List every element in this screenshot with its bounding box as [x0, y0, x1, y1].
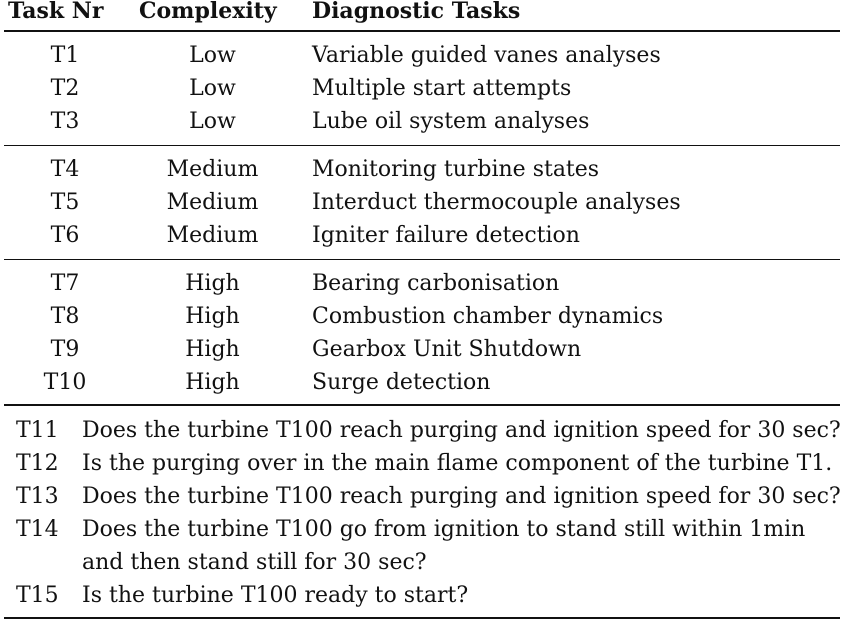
table-row — [0, 186, 856, 219]
question-text: Is the turbine T100 ready to start? — [82, 583, 469, 608]
question-text: Does the turbine T100 reach purging and ignition speed for 30 sec? — [82, 418, 841, 443]
question-id: T12 — [16, 451, 59, 476]
question-id: T14 — [16, 517, 59, 542]
task-id: T2 — [50, 76, 80, 101]
question-text: Does the turbine T100 reach purging and ignition speed for 30 sec? — [82, 484, 841, 509]
task-description: Lube oil system analyses — [312, 109, 590, 134]
table-row — [0, 39, 856, 72]
table-row — [0, 333, 856, 366]
task-id: T3 — [50, 109, 80, 134]
header-diagnostic-tasks: Diagnostic Tasks — [312, 0, 521, 24]
task-description: Surge detection — [312, 370, 491, 395]
question-row — [0, 480, 856, 513]
task-description: Variable guided vanes analyses — [312, 43, 661, 68]
task-complexity: Medium — [166, 190, 259, 215]
task-id: T6 — [50, 223, 80, 248]
task-description: Monitoring turbine states — [312, 157, 600, 182]
table-header-row — [0, 0, 856, 28]
task-id: T7 — [50, 271, 80, 296]
task-id: T10 — [43, 370, 87, 395]
question-row — [0, 579, 856, 612]
question-row — [0, 414, 856, 447]
task-id: T8 — [50, 304, 80, 329]
question-id: T11 — [16, 418, 59, 443]
task-description: Igniter failure detection — [312, 223, 580, 248]
table-row — [0, 267, 856, 300]
bottom-rule — [4, 617, 840, 619]
table-row — [0, 300, 856, 333]
task-complexity: Low — [189, 109, 236, 134]
group-divider — [4, 145, 840, 146]
question-row — [0, 447, 856, 480]
question-text: Is the purging over in the main flame component of the turbine T1. — [82, 451, 833, 476]
task-id: T5 — [50, 190, 80, 215]
question-row — [0, 513, 856, 579]
task-complexity: High — [185, 337, 240, 362]
task-complexity: High — [185, 370, 240, 395]
table-row — [0, 72, 856, 105]
task-complexity: Medium — [166, 157, 259, 182]
header-rule — [4, 30, 840, 32]
task-id: T1 — [50, 43, 80, 68]
section-rule — [4, 404, 840, 406]
question-id: T15 — [16, 583, 59, 608]
header-complexity: Complexity — [139, 0, 277, 24]
question-text: Does the turbine T100 go from ignition to stand still within 1min and then stand still for 30 sec? — [82, 517, 806, 575]
task-complexity: High — [185, 271, 240, 296]
table-row — [0, 153, 856, 186]
task-id: T9 — [50, 337, 80, 362]
question-id: T13 — [16, 484, 59, 509]
group-divider — [4, 259, 840, 260]
task-description: Combustion chamber dynamics — [312, 304, 664, 329]
task-description: Gearbox Unit Shutdown — [312, 337, 582, 362]
task-description: Bearing carbonisation — [312, 271, 560, 296]
table-row — [0, 366, 856, 399]
task-complexity: Low — [189, 43, 236, 68]
task-complexity: High — [185, 304, 240, 329]
task-description: Interduct thermocouple analyses — [312, 190, 681, 215]
task-complexity: Medium — [166, 223, 259, 248]
task-id: T4 — [50, 157, 80, 182]
task-description: Multiple start attempts — [312, 76, 572, 101]
table-row — [0, 219, 856, 252]
table-row — [0, 105, 856, 138]
task-complexity: Low — [189, 76, 236, 101]
header-task-nr: Task Nr — [8, 0, 104, 24]
